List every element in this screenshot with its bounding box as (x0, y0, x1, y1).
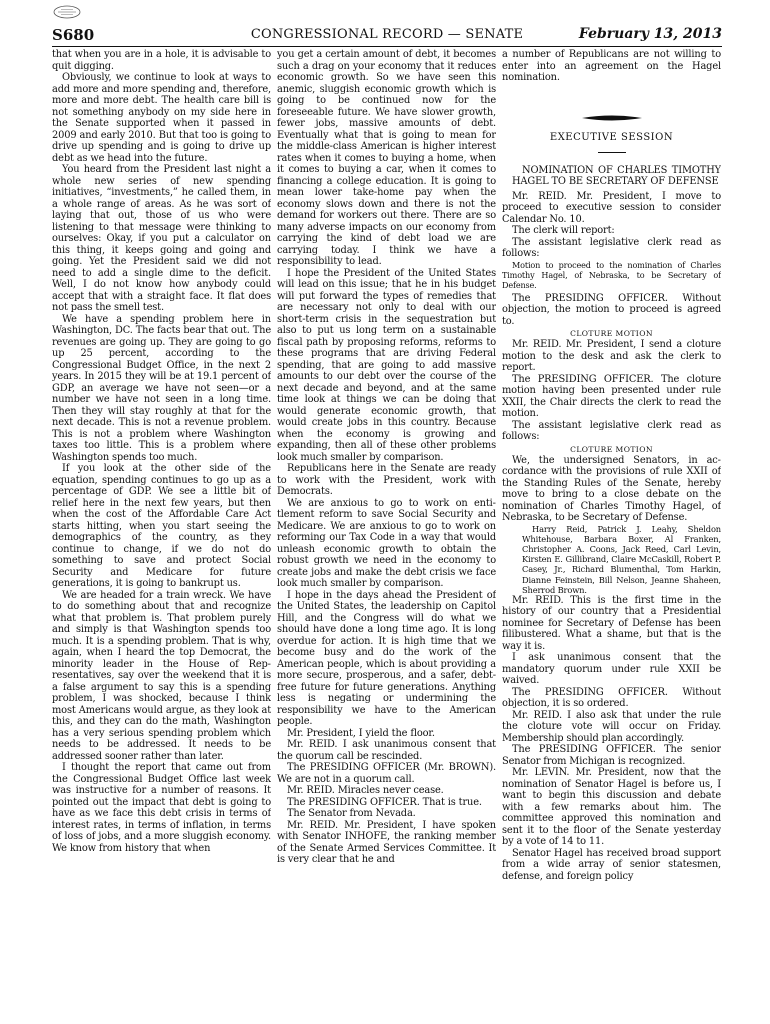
paragraph: You heard from the President last night a whole new series of new spending initiatives, “investments,” he called them, in a whole range of areas. As he was sort of laying that out, those of us who were listening to that message were thinking to ourselves: Okay, if you put a calculator on this thing, it keeps going and going and going. Yet the President said we did not need to add a single dime to the deficit. Well, I do not know how anybody could accept that with a straight face. It flat does not pass the smell test. (52, 164, 271, 313)
paragraph: We are headed for a train wreck. We have to do something about that and recognize what that problem is. That problem purely and simply is that Washington spends too much. It is a spending problem. That is why, again, when I heard the top Democrat, the minority leader in the House of Representatives, say over the weekend that it is a false argument to say this is a spending problem, I was shocked, because I think most Americans would argue, as they look at this, and they can do the math, Washington has a very serious spending problem which needs to be addressed. It needs to be addressed sooner rather than later. (52, 589, 271, 762)
paragraph: We, the undersigned Senators, in accordance with the provisions of rule XXII of the Standing Rules of the Senate, hereby move to bring to a close debate on the nomination of Charles Timothy Hagel, of Nebraska, to be Secretary of Defense. (502, 454, 721, 523)
paragraph: The PRESIDING OFFICER. The senior Senator from Michigan is recognized. (502, 744, 721, 767)
signers-list: Harry Reid, Patrick J. Leahy, Sheldon Whitehouse, Barbara Boxer, Al Franken, Christopher A. Coons, Jack Reed, Carl Levin, Kirsten E. Gillibrand, Claire McCaskill, Robert P. Casey, Jr., Richard Blumenthal, Tom Harkin, Dianne Feinstein, Bill Nelson, Jeanne Shaheen, Sherrod Brown. (522, 523, 721, 595)
page-header (52, 26, 722, 46)
column-2 (277, 49, 496, 1014)
issue-date: February 13, 2013 (578, 26, 722, 42)
paragraph: Mr. LEVIN. Mr. President, now that the nomination of Senator Hagel is before us, I want to begin this discussion and debate with a few remarks about him. The committee approved this nomination and sent it to the floor of the Senate yesterday by a vote of 14 to 11. (502, 767, 721, 848)
paragraph: Mr. President, I yield the floor. (287, 727, 435, 739)
paragraph: Senator Hagel has received broad support from a wide array of senior statesmen, defense, and foreign policy (502, 847, 721, 882)
cloture-heading: CLOTURE MOTION (570, 329, 653, 338)
paragraph: Mr. REID. I ask unanimous consent that the quorum call be rescinded. (277, 739, 496, 762)
cloture-heading: CLOTURE MOTION (570, 444, 653, 454)
nomination-title: NOMINATION OF CHARLES TIMOTHY HAGEL TO BE SECRETARY OF DEFENSE (512, 164, 721, 187)
paragraph: Mr. REID. This is the first time in the history of our country that a Presidential nominee for Secretary of Defense has been filibustered. What a shame, but that is the way it is. (502, 594, 721, 652)
paragraph: We are anxious to go to work on entitlement reform to save Social Security and Medicare. We are anxious to go to work on reforming our Tax Code in a way that would unleash economic growth to obtain the robust growth we need in the economy to create jobs and make the debt crisis we face look much smaller by comparison. (277, 497, 496, 589)
paragraph: The PRESIDING OFFICER. The cloture motion having been presented under rule XXII, the Chair directs the clerk to read the motion. (502, 373, 721, 419)
section-ornament (502, 114, 721, 124)
publication-title: CONGRESSIONAL RECORD — SENATE (250, 27, 524, 42)
paragraph: Mr. REID. Mr. President, I have spoken with Senator INHOFE, the ranking member of the Senate Armed Services Committee. It is very clear that he and (277, 819, 496, 865)
ornament-icon (582, 114, 642, 122)
column-3 (502, 49, 721, 1014)
header-rule (52, 46, 722, 47)
paragraph: Mr. REID. Mr. President, I send a cloture motion to the desk and ask the clerk to report. (502, 339, 721, 373)
paragraph: The assistant legislative clerk read as follows: (502, 419, 721, 442)
paragraph: Mr. REID. Mr. President, I move to proceed to executive session to consider Calendar No. 10. (502, 190, 721, 225)
paragraph: Mr. REID. Miracles never cease. (287, 785, 444, 796)
paragraph: I hope in the days ahead the President of the United States, the leadership on Capitol Hill, and the Congress will do what we should have done a long time ago. It is long overdue for action. It is high time that we become busy and do the work of the American people, which is about providing a more secure, prosperous, and a safer, debt-free future for future generations. Anything less is negating or undermining the responsibility we have to the American people. (277, 589, 496, 727)
section-title: EXECUTIVE SESSION (549, 131, 674, 143)
paragraph: The clerk will report: (512, 225, 615, 236)
paragraph: We have a spending problem here in Washington, DC. The facts bear that out. The revenues are going up. They are going to go up 25 percent, according to the Congressional Budget Office, in the next 2 years. In 2015 they will be at 19.1 percent of GDP, an average we have not seen—or a number we have not seen in a long time. Then they will stay roughly at that for the next decade. This is not a revenue problem. This is not a problem where Washington taxes too little. This is a problem where Washington spends too much. (52, 313, 271, 463)
paragraph: I hope the President of the United States will lead on this issue; that he in his budget will put forward the types of remedies that are necessary not only to deal with our short-term crisis in the sequestration but also to put us long term on a sustainable fiscal path by proposing reforms, reforms to these programs that are driving Federal spending, that are going to add massive amounts to our debt over the course of the next decade and beyond, and at the same time look at things we can be doing that would generate economic growth, that would create jobs in this country. Because when the economy is growing and expanding, then all of these other problems look much smaller by comparison. (277, 267, 496, 463)
paragraph: If you look at the other side of the equation, spending continues to go up as a percentage of GDP. We see a little bit of relief here in the next few years, but then when the cost of the Affordable Care Act starts hitting, when you start seeing the demographics of the country, as they continue to change, if we do not do something to save and protect Social Security and Medicare for future generations, it is going to bankrupt us. (52, 463, 271, 589)
paragraph: I ask unanimous consent that the mandatory quorum under rule XXII be waived. (502, 652, 721, 687)
paragraph: The PRESIDING OFFICER (Mr. BROWN). We are not in a quorum call. (277, 762, 496, 785)
paragraph: Mr. REID. I also ask that under the rule the cloture vote will occur on Friday. Membership should plan accordingly. (502, 709, 721, 744)
paragraph: The PRESIDING OFFICER. Without objection, the motion to proceed is agreed to. (502, 292, 721, 327)
gpo-seal-icon (52, 4, 82, 20)
paragraph: you get a certain amount of debt, it becomes such a drag on your economy that it reduces economic growth. So we have seen this anemic, sluggish economic growth which is going to be continued now for the foreseeable future. We have slower growth, fewer jobs, massive amounts of debt. Eventually what that is going to mean for the middle-class American is higher interest rates when it comes to buying a home, when it comes to buying a car, when it comes to financing a college education. It is going to mean lower take-home pay when the economy slows down and there is not the demand for workers out there. There are so many adverse impacts on our economy from carrying the kind of debt load we are carrying today. I think we have a responsibility to lead. (277, 49, 496, 267)
short-rule (598, 152, 626, 153)
paragraph: The Senator from Nevada. (287, 808, 416, 819)
column-1 (52, 49, 271, 1014)
paragraph: that when you are in a hole, it is advisable to quit digging. (52, 49, 271, 72)
paragraph: I thought the report that came out from the Congressional Budget Office last week was instructive for a number of reasons. It pointed out the impact that debt is going to have as we face this debt crisis in terms of interest rates, in terms of inflation, in terms of loss of jobs, and a more sluggish economy. We know from history that when (52, 762, 271, 854)
paragraph: The assistant legislative clerk read as follows: (502, 236, 721, 259)
paragraph: The PRESIDING OFFICER. Without objection, it is so ordered. (502, 686, 721, 710)
page-number: S680 (52, 26, 95, 44)
paragraph: Republicans here in the Senate are ready to work with the President, work with Democrats. (277, 463, 496, 497)
paragraph: The PRESIDING OFFICER. That is true. (287, 796, 482, 808)
motion-text: Motion to proceed to the nomination of Charles Timothy Hagel, of Nebraska, to be Secretary of Defense. (502, 259, 721, 290)
paragraph: a number of Republicans are not willing to enter into an agreement on the Hagel nomination. (502, 49, 721, 83)
paragraph: Obviously, we continue to look at ways to add more and more spending and, therefore, more and more debt. The health care bill is not something anybody on my side here in the Senate supported when it passed in 2009 and early 2010. But that too is going to drive up spending and is going to drive up debt as we head into the future. (52, 72, 271, 164)
